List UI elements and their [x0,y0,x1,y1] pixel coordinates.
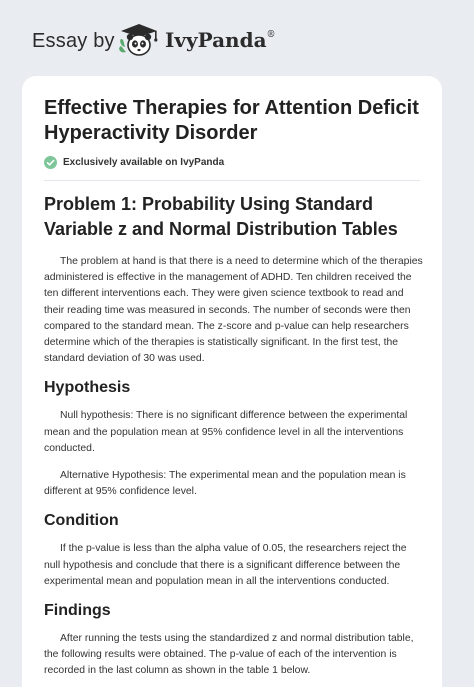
condition-heading: Condition [44,512,119,530]
alt-hypothesis-paragraph: Alternative Hypothesis: The experimental mean and the population mean is different at 95% confidence level. [44,470,406,498]
title-block [44,96,424,146]
site-header [0,0,474,80]
divider [44,180,420,181]
brand-name: IvyPanda® [165,28,276,52]
findings-heading: Findings [44,602,111,620]
findings-paragraph: After running the tests using the standardized z and normal distribution table, the following results were obtained. The p-value of each of the intervention is recorded in the last column as shown in the table 1 below. [44,633,414,677]
check-badge-icon [44,156,57,169]
essay-by-label: Essay by [32,30,115,52]
essay-card [22,76,442,687]
ivypanda-logo[interactable] [117,22,276,58]
essay-title: Effective Therapies for Attention Deficit Hyperactivity Disorder [44,97,419,144]
intro-paragraph: The problem at hand is that there is a need to determine which of the therapies administered is effective in the management of ADHD. Ten children received the ten different interventions each. They were given science textbook to read and their reading time was measured in seconds. The number of seconds were then compared to the standard mean. The z-score and p-value can help researchers determine which of the therapies is statistically significant. In the first test, the standard deviation of 30 was used. [44,256,423,365]
exclusive-badge [44,156,224,169]
section-title: Problem 1: Probability Using Standard Variable z and Normal Distribution Tables [44,194,398,239]
hypothesis-heading: Hypothesis [44,379,131,397]
null-hypothesis-paragraph: Null hypothesis: There is no significant difference between the experimental mean and the population mean at 95% confidence level in all the interventions conducted. [44,410,408,454]
panda-graduate-icon [117,22,161,58]
essay-content [44,192,424,687]
condition-paragraph: If the p-value is less than the alpha value of 0.05, the researchers reject the null hypothesis and conclude that there is a significant difference between the experimental mean and population mean in all the interventions conducted. [44,543,407,587]
badge-label: Exclusively available on IvyPanda [63,157,225,168]
